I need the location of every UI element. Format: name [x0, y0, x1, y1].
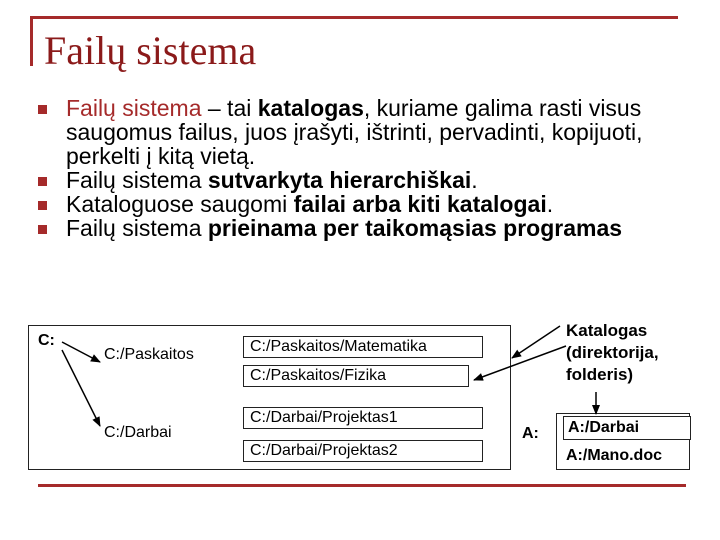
bullet-text: Failų sistema sutvarkyta hierarchiškai. [66, 167, 478, 193]
arrow-to-matematika [512, 326, 560, 358]
bullet-text: Kataloguose saugomi failai arba kiti katalogai. [66, 191, 554, 217]
arrow-to-paskaitos [62, 342, 100, 362]
arrow-to-darbai [62, 350, 100, 426]
folder-projektas1: C:/Darbai/Projektas1 [243, 407, 483, 429]
file-a-mano-doc: A:/Mano.doc [566, 447, 662, 464]
folder-a-darbai: A:/Darbai [563, 416, 691, 440]
folder-darbai: C:/Darbai [104, 424, 172, 441]
arrow-to-fizika [474, 346, 566, 380]
bullet-text: Failų sistema prieinama per taikomąsias programas [66, 215, 623, 241]
folder-projektas2: C:/Darbai/Projektas2 [243, 440, 483, 462]
folder-matematika: C:/Paskaitos/Matematika [243, 336, 483, 358]
frame-bottom-line [38, 484, 686, 487]
drive-a-label: A: [522, 425, 539, 442]
drive-c-label: C: [38, 332, 55, 349]
bullet-text: Failų sistema – tai katalogas, kuriame galima rasti visus saugomus failus, juos įrašyti, ištrinti, pervadinti, kopijuoti, perkelti į kitą vietą. [66, 95, 643, 169]
folder-paskaitos: C:/Paskaitos [104, 346, 194, 363]
folder-fizika: C:/Paskaitos/Fizika [243, 365, 469, 387]
catalog-annotation: Katalogas (direktorija, folderis) [566, 321, 659, 384]
slide-title: Failų sistema [44, 28, 257, 73]
